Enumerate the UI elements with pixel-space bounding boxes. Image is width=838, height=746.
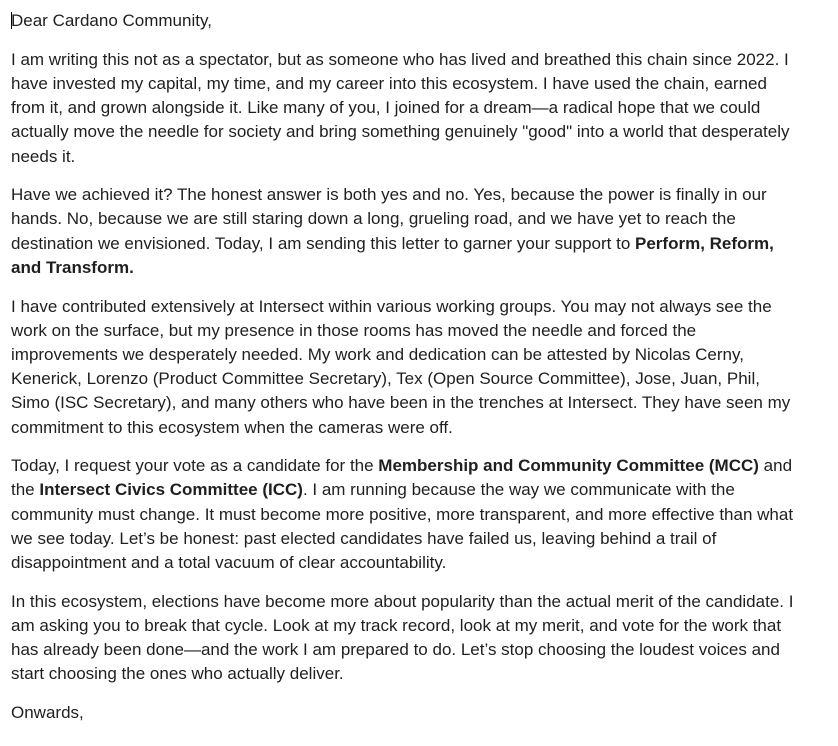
closing: Onwards, — [11, 703, 84, 723]
greeting: Dear Cardano Community, — [11, 11, 212, 30]
committee-icc: Intersect Civics Committee (ICC) — [39, 480, 303, 500]
candidacy-text-a: Today, I request your vote as a candidate for the — [11, 456, 379, 476]
paragraph-intro: I am writing this not as a spectator, but as someone who has lived and breathed this chain since 2022. I have invested my capital, my time, and my career into this ecosystem. I have used the chain, earned from it, and grown alongside it. Like many of you, I joined for a dream—a radical hope that we could actually move the needle for society and bring something genuinely "good" into a world that desperately needs it. — [11, 49, 790, 166]
committee-mcc: Membership and Community Committee (MCC) — [378, 456, 759, 476]
paragraph-contributions: I have contributed extensively at Intersect within various working groups. You may not always see the work on the surface, but my presence in those rooms has moved the needle and forced the improvements we desperately needed. My work and dedication can be attested by Nicolas Cerny, Kenerick, Lorenzo (Product Committee Secretary), Tex (Open Source Committee), Jose, Juan, Phil, Simo (ISC Secretary), and many others who have been in the trenches at Intersect. They have seen my commitment to this ecosystem when the cameras were off. — [11, 296, 791, 437]
candidacy-text-e: . I am running because the way we communicate with the community must change. It must become more positive, more transparent, and more effective than what we see today. Let’s be honest: past elected candidates have failed us, leaving behind a trail of disappointment and a total vacuum of clear accountability. — [11, 480, 794, 573]
greeting-paragraph — [11, 9, 801, 33]
candidacy-text-c: and the — [11, 456, 793, 500]
paragraph-achievement-text: Have we achieved it? The honest answer is both yes and no. Yes, because the power is finally in our hands. No, because we are still staring down a long, grueling road, and we have yet to reach the destination we envisioned. Today, I am sending this letter to garner your support to — [11, 185, 767, 253]
letter-body[interactable] — [11, 9, 801, 740]
paragraph-merit: In this ecosystem, elections have become more about popularity than the actual merit of the candidate. I am asking you to break that cycle. Look at my track record, look at my merit, and vote for the work that has already been done—and the work I am prepared to do. Let’s stop choosing the loudest voices and start choosing the ones who actually deliver. — [11, 591, 794, 684]
paragraph-achievement — [11, 183, 801, 280]
slogan: Perform, Reform, and Transform. — [11, 233, 774, 277]
paragraph-candidacy — [11, 454, 801, 575]
